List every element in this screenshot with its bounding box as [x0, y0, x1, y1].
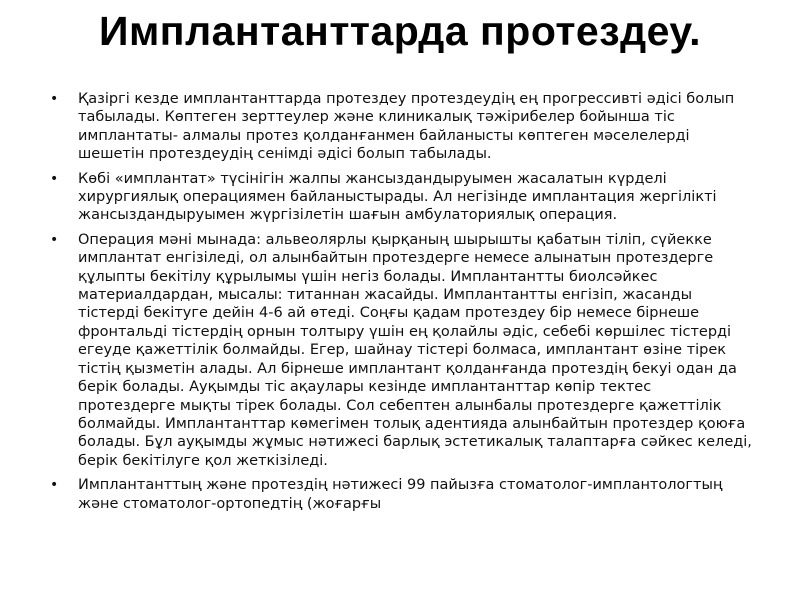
bullet-item [43, 476, 753, 513]
slide-title: Имплантанттарда протездеу. [99, 8, 701, 54]
bullet-item [43, 231, 753, 470]
bullet-list [43, 90, 753, 519]
bullet-dot-icon: • [50, 477, 59, 494]
bullet-text: Көбі «имплантат» түсінігін жалпы жансыздандыруымен жасалатын күрделі хирургиялық операциямен байланыстырады. Ал негізінде имплантация жергілікті жансыздандыруымен жүргізілетін шағын амбулаториялық операция. [78, 170, 717, 224]
bullet-item [43, 90, 753, 164]
bullet-text: Имплантанттың және протездің нәтижесі 99 пайызға стоматолог-имплантологтың және стоматолог-ортопедтің (жоғарғы [78, 477, 723, 512]
bullet-text: Қазіргі кезде имплантанттарда протездеу протездеудің ең прогрессивті әдісі болып табылады. Көптеген зерттеулер және клиникалық тәжірибелер бойынша тіс имплантаты- алмалы протез қолданғанмен байланысты көптеген мәселелерді шешетін протездеудің сенімді әдісі болып табылады. [78, 91, 735, 163]
bullet-dot-icon: • [50, 91, 59, 107]
bullet-item [43, 170, 753, 225]
bullet-dot-icon: • [50, 170, 59, 187]
bullet-text: Операция мәні мынада: альвеолярлы қырқаның шырышты қабатын тіліп, сүйекке имплантат енгізіледі, ол алынбайтын протездерге немесе алынатын протездерге құлыпты бекітілу құрылымы үшін негіз болады. Имплантантты биолсәйкес материалдардан, мысалы: титаннан жасайды. Имплантантты енгізіп, жасанды тістерді бекітуге дейін 4-6 ай өтеді. Соңғы қадам протездеу бір немесе бірнеше фронтальді тістердің орнын толтыру үшін ең қолайлы әдіс, себебі көршілес тістерді егеуде қажеттілік болмайды. Егер, шайнау тістері болмаса, имплантант өзіне тірек тістің қызметін алады. Ал бірнеше имплантант қолданғанда протездің бекуі одан да берік болады. Ауқымды тіс ақаулары кезінде имплантанттар көпір тектес протездерге мықты тірек болады. Сол себептен алынбалы протездерге қажеттілік болмайды. Имплантанттар көмегімен толық адентияда алынбайтын протездер қоюға болады. Бұл ауқымды жұмыс нәтижесі барлық эстетикалық талаптарға сәйкес келеді, берік бекітілуге қол жеткізіледі. [78, 231, 752, 469]
bullet-dot-icon: • [50, 231, 59, 248]
